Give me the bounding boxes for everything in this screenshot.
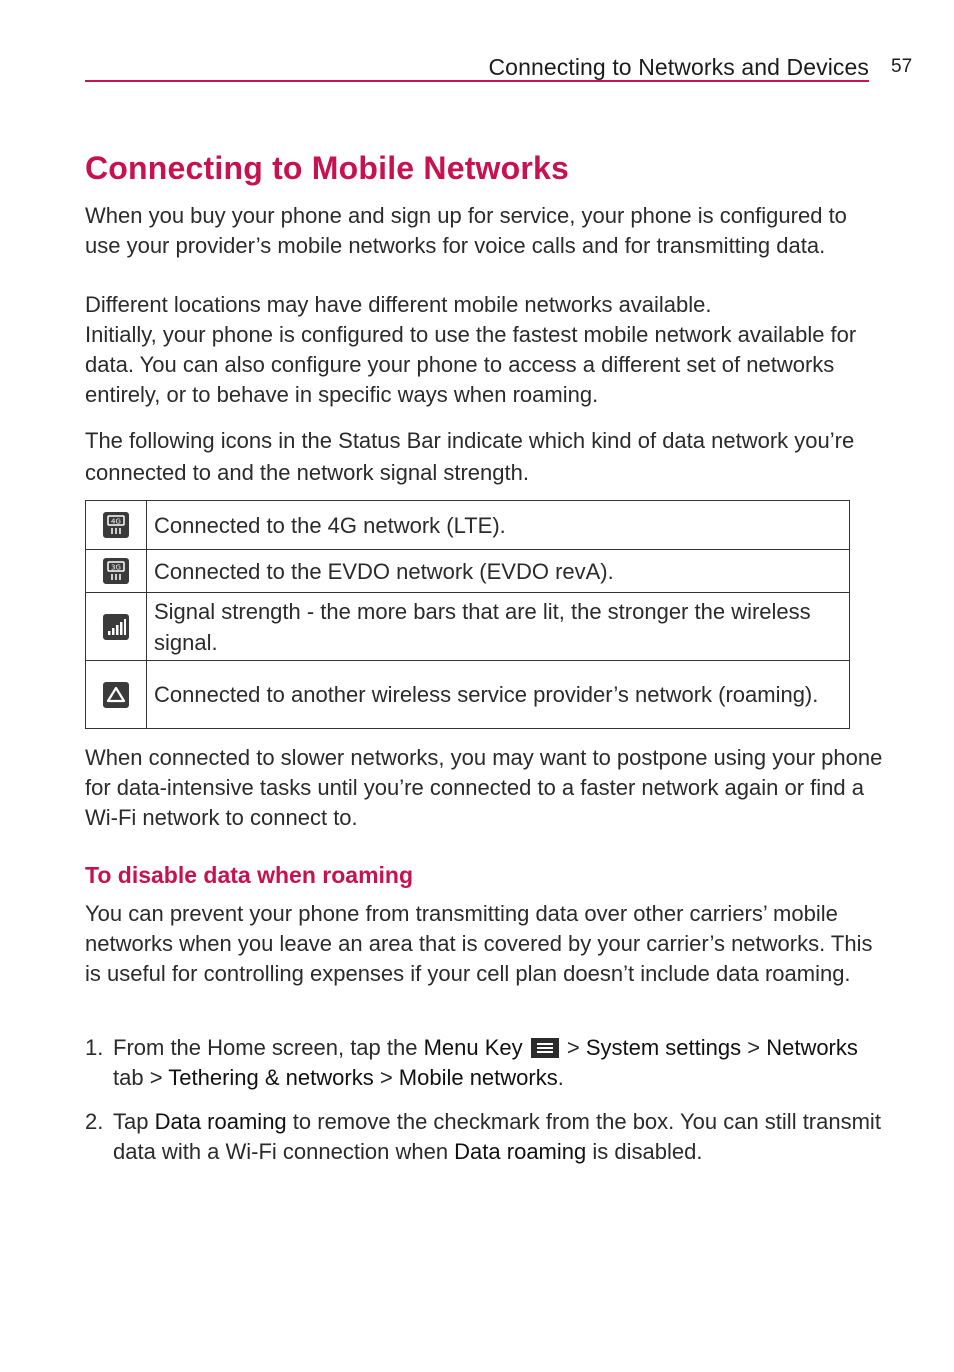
table-row bbox=[86, 593, 850, 661]
step-text: > bbox=[560, 1035, 586, 1060]
step-text: . bbox=[557, 1065, 564, 1090]
roaming-paragraph: You can prevent your phone from transmitting data over other carriers’ mobile networks when you leave an area that is covered by your carrier’s networks. This is useful for controlling expenses if your cell plan doesn’t include data roaming. bbox=[85, 901, 873, 986]
step-text: From the Home screen, tap the bbox=[113, 1035, 424, 1060]
tethering-label: Tethering & networks bbox=[168, 1065, 374, 1090]
menu-key-icon bbox=[531, 1038, 559, 1058]
page-title: Connecting to Mobile Networks bbox=[85, 150, 570, 186]
data-roaming-label: Data roaming bbox=[154, 1109, 287, 1134]
intro-paragraph-4: The following icons in the Status Bar indicate which kind of data network you’re connected to and the network signal strength. bbox=[85, 428, 855, 485]
step-text: to remove the checkmark from the box. You can still transmit data with a Wi-Fi connection when bbox=[113, 1109, 881, 1164]
step-text: > bbox=[741, 1035, 767, 1060]
header-rule bbox=[85, 80, 869, 82]
signal-strength-icon bbox=[103, 614, 129, 640]
icon-cell bbox=[86, 501, 147, 550]
icon-cell bbox=[86, 550, 147, 593]
4g-lte-icon bbox=[103, 512, 129, 538]
system-settings-label: System settings bbox=[585, 1035, 742, 1060]
step-number: 1. bbox=[85, 1035, 104, 1060]
3g-evdo-icon bbox=[103, 558, 129, 584]
mobile-networks-label: Mobile networks bbox=[398, 1065, 558, 1090]
roaming-subheading: To disable data when roaming bbox=[85, 862, 414, 888]
intro-paragraph-3: Initially, your phone is configured to use the fastest mobile network available for data. You can also configure your phone to access a different set of networks entirely, or to behave in specific ways when roaming. bbox=[85, 322, 857, 407]
status-icon-table bbox=[85, 500, 850, 729]
svg-text:4G: 4G bbox=[111, 517, 121, 526]
intro-paragraph-2: Different locations may have different mobile networks available. bbox=[85, 292, 712, 317]
icon-description: Connected to the EVDO network (EVDO revA). bbox=[147, 550, 850, 593]
step-text: Tap bbox=[113, 1109, 155, 1134]
table-row bbox=[86, 501, 850, 550]
step-text: is disabled. bbox=[586, 1139, 703, 1164]
icon-description: Signal strength - the more bars that are lit, the stronger the wireless signal. bbox=[147, 593, 850, 661]
data-roaming-label: Data roaming bbox=[454, 1139, 587, 1164]
icon-cell bbox=[86, 661, 147, 729]
svg-text:3G: 3G bbox=[111, 563, 121, 572]
menu-key-label: Menu Key bbox=[423, 1035, 523, 1060]
networks-label: Networks bbox=[766, 1035, 858, 1060]
page-number: 57 bbox=[891, 56, 913, 77]
running-header: Connecting to Networks and Devices bbox=[488, 54, 869, 80]
icon-description: Connected to the 4G network (LTE). bbox=[147, 501, 850, 550]
step-item bbox=[85, 1107, 885, 1167]
roaming-icon bbox=[103, 682, 129, 708]
table-row bbox=[86, 550, 850, 593]
intro-paragraph-1: When you buy your phone and sign up for service, your phone is configured to use your provider’s mobile networks for voice calls and for transmitting data. bbox=[85, 203, 847, 258]
after-table-paragraph: When connected to slower networks, you may want to postpone using your phone for data-intensive tasks until you’re connected to a faster network again or find a Wi-Fi network to connect to. bbox=[85, 745, 883, 830]
icon-cell bbox=[86, 593, 147, 661]
step-item bbox=[85, 1033, 885, 1093]
roaming-steps bbox=[85, 1033, 885, 1167]
icon-description: Connected to another wireless service provider’s network (roaming). bbox=[147, 661, 850, 729]
step-number: 2. bbox=[85, 1109, 104, 1134]
table-row bbox=[86, 661, 850, 729]
step-text: > bbox=[373, 1065, 399, 1090]
step-text: tab > bbox=[113, 1065, 169, 1090]
